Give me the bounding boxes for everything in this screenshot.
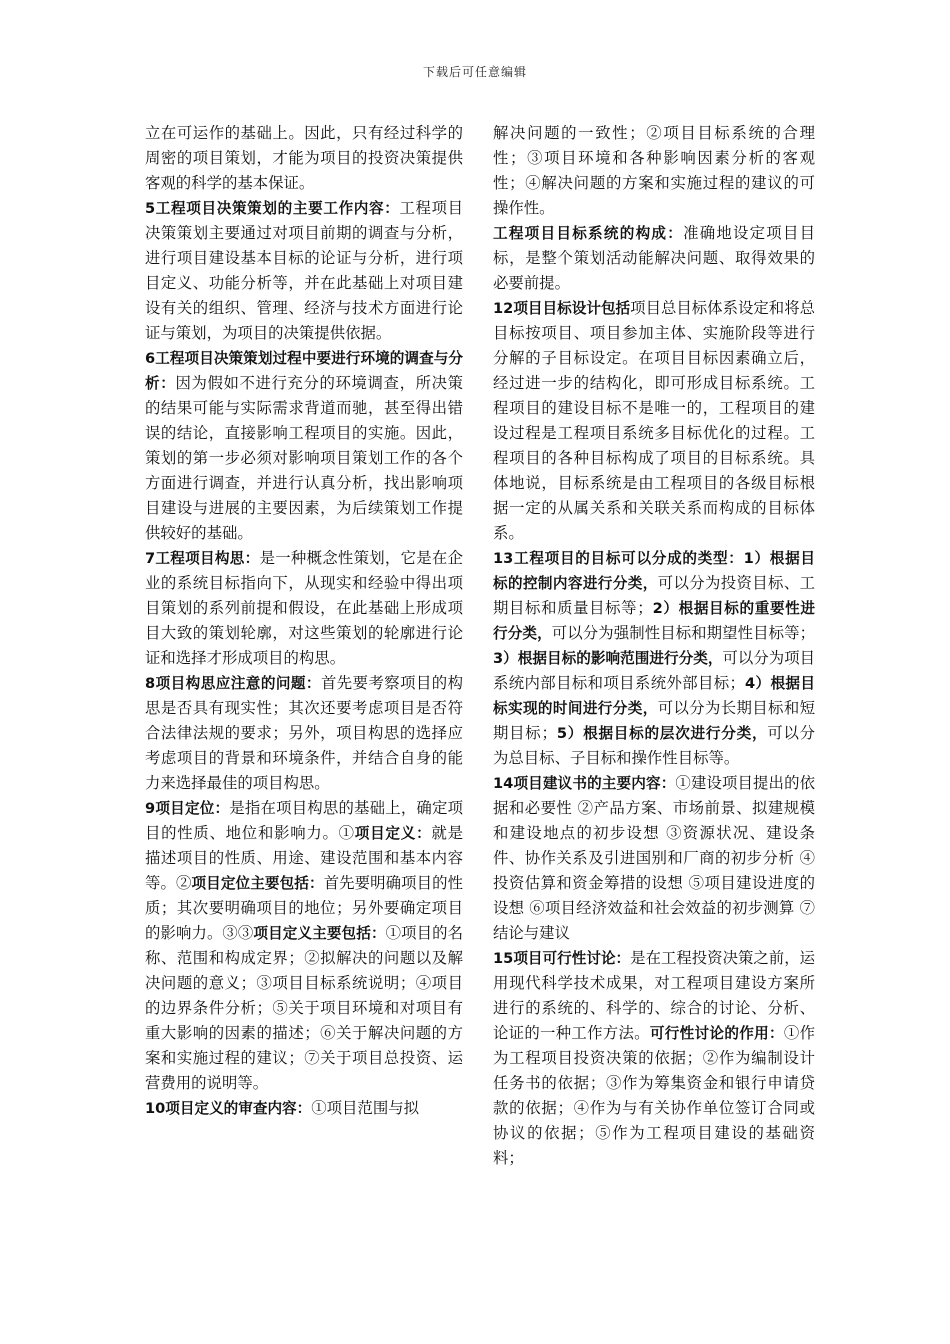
bold-heading-text: 15项目可行性讨论： (493, 950, 631, 967)
paragraph (493, 771, 815, 946)
bold-heading-text: 项目定位主要包括： (191, 875, 324, 892)
body-text: 可以分为投资目标、工期目标和质量目标等； (493, 574, 815, 617)
body-text: 是一种概念性策划，它是在企业的系统目标指向下，从现实和经验中得出项目策划的系列前提和假设，在此基础上形成项目大致的策划轮廓，对这些策划的轮廓进行论证和选择才形成项目的构思。 (145, 549, 463, 667)
bold-heading-text: 13工程项目的目标可以分成的类型：1）根据目标的控制内容进行分类， (493, 550, 815, 592)
body-text: 首先要明确项目的性质；其次要明确项目的地位；另外要确定项目的影响力。③③ (145, 874, 463, 942)
bold-heading-text: 可行性讨论的作用： (649, 1025, 784, 1042)
paragraph (145, 196, 463, 346)
bold-heading-text: 12项目目标设计包括 (493, 300, 631, 317)
paragraph (493, 121, 815, 221)
paragraph (145, 546, 463, 671)
body-text: 是在工程投资决策之前，运用现代科学技术成果，对工程项目建设方案所进行的系统的、科学的、综合的讨论、分析、论证的一种工作方法。 (493, 949, 815, 1042)
body-text: 因为假如不进行充分的环境调查，所决策的结果可能与实际需求背道而驰，甚至得出错误的结论，直接影响工程项目的实施。因此，策划的第一步必须对影响项目策划工作的各个方面进行调查，并进行认真分析，找出影响项目建设与进展的主要因素，为后续策划工作提供较好的基础。 (145, 374, 463, 542)
bold-heading-text: 工程项目目标系统的构成： (493, 225, 684, 242)
body-text: 可以分为总目标、子目标和操作性目标等。 (493, 724, 815, 767)
bold-heading-text: 7工程项目构思： (145, 550, 260, 567)
bold-heading-text: 10项目定义的审查内容： (145, 1100, 312, 1117)
body-text: 就是描述项目的性质、用途、建设范围和基本内容等。② (145, 824, 463, 892)
bold-heading-text: 2）根据目标的重要性进行分类， (493, 600, 815, 642)
bold-heading-text: 项目定义： (354, 825, 432, 842)
bold-heading-text: 6工程项目决策策划过程中要进行环境的调查与分析： (145, 350, 463, 392)
bold-heading-text: 4）根据目标实现的时间进行分类， (493, 675, 815, 717)
bold-heading-text: 8项目构思应注意的问题： (145, 675, 321, 692)
paragraph (145, 796, 463, 1096)
paragraph (145, 671, 463, 796)
body-text: 是指在项目构思的基础上，确定项目的性质、地位和影响力。① (145, 799, 463, 842)
body-text: ①作为工程项目投资决策的依据；②作为编制设计任务书的依据；③作为筹集资金和银行申请贷款的依据；④作为与有关协作单位签订合同或协议的依据；⑤作为工程项目建设的基础资料； (493, 1024, 815, 1167)
body-text: 立在可运作的基础上。因此，只有经过科学的周密的项目策划，才能为项目的投资决策提供客观的科学的基本保证。 (145, 124, 463, 192)
bold-heading-text: 5）根据目标的层次进行分类， (556, 725, 768, 742)
paragraph (145, 1096, 463, 1121)
body-text: 工程项目决策策划主要通过对项目前期的调查与分析，进行项目建设基本目标的论证与分析，进行项目定义、功能分析等，并在此基础上对项目建设有关的组织、管理、经济与技术方面进行论证与策划，为项目的决策提供依据。 (145, 199, 463, 342)
bold-heading-text: 3）根据目标的影响范围进行分类， (493, 650, 723, 667)
page-header: 下载后可任意编辑 (422, 65, 527, 79)
body-text: ①项目的名称、范围和构成定界；②拟解决的问题以及解决问题的意义；③项目目标系统说明；④项目的边界条件分析；⑤关于项目环境和对项目有重大影响的因素的描述；⑥关于解决问题的方案和实施过程的建议；⑦关于项目总投资、运营费用的说明等。 (145, 924, 463, 1092)
paragraph (145, 121, 463, 196)
bold-heading-text: 14项目建议书的主要内容： (493, 775, 676, 792)
body-text: 准确地设定项目目标，是整个策划活动能解决问题、取得效果的必要前提。 (493, 224, 815, 292)
body-text: 可以分为长期目标和短期目标； (493, 699, 815, 742)
bold-heading-text: 9项目定位： (145, 800, 230, 817)
bold-heading-text: 5工程项目决策策划的主要工作内容： (145, 200, 400, 217)
paragraph (493, 946, 815, 1171)
body-text: 可以分为项目系统内部目标和项目系统外部目标； (493, 649, 815, 692)
paragraph (145, 346, 463, 546)
body-text: ①项目范围与拟 (311, 1099, 419, 1117)
body-text: 项目总目标体系设定和将总目标按项目、项目参加主体、实施阶段等进行分解的子目标设定。在项目目标因素确立后，经过进一步的结构化，即可形成目标系统。工程项目的建设目标不是唯一的，工程项目的建设过程是工程项目系统多目标优化的过程。工程项目的各种目标构成了项目的目标系统。具体地说，目标系统是由工程项目的各级目标根据一定的从属关系和关联关系而构成的目标体系。 (493, 299, 815, 542)
body-text: ①建设项目提出的依据和必要性 ②产品方案、市场前景、拟建规模和建设地点的初步设想 ③资源状况、建设条件、协作关系及引进国别和厂商的初步分析 ④投资估算和资金筹措的设想 ⑤项目建设进度的设想 ⑥项目经济效益和社会效益的初步测算 ⑦结论与建议 (493, 774, 815, 942)
body-text: 可以分为强制性目标和期望性目标等； (551, 624, 815, 642)
body-text: 解决问题的一致性；②项目目标系统的合理性；③项目环境和各种影响因素分析的客观性；④解决问题的方案和实施过程的建议的可操作性。 (493, 124, 815, 217)
paragraph (493, 296, 815, 546)
paragraph (493, 546, 815, 771)
right-text-column (493, 121, 815, 1171)
body-text: 首先要考察项目的构思是否具有现实性；其次还要考虑项目是否符合法律法规的要求；另外，项目构思的选择应考虑项目的背景和环境条件，并结合自身的能力来选择最佳的项目构思。 (145, 674, 463, 792)
bold-heading-text: 项目定义主要包括： (253, 925, 386, 942)
paragraph (493, 221, 815, 296)
left-text-column (145, 121, 463, 1121)
